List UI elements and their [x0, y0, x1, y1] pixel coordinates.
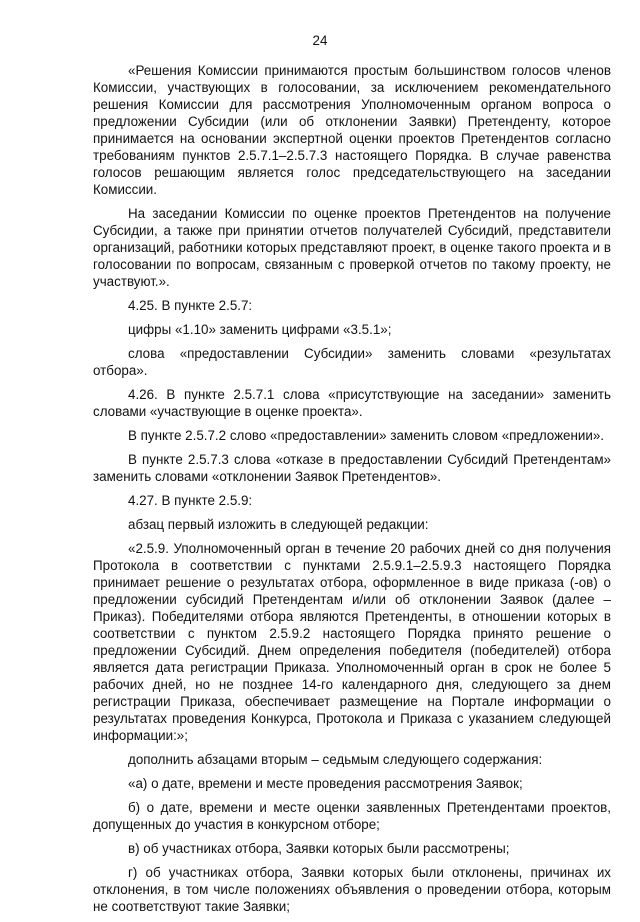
- paragraph-2-5-9: «2.5.9. Уполномоченный орган в течение 20 рабочих дней со дня получения Протокола в соответствии с пунктами 2.5.9.1–2.5.9.3 настоящего Порядка принимает решение о результатах отбора, оформленное в виде приказа (-ов) о предложении субсидий Претендентам и/или об отклонении Заявок (далее – Приказ). Победителями отбора являются Претенденты, в отношении которых в соответствии с пунктом 2.5.9.2 настоящего Порядка принято решение о предложении Субсидий. Днем определения победителя (победителей) отбора является дата регистрации Приказа. Уполномоченный орган в срок не более 5 рабочих дней, но не позднее 14-го календарного дня, следующего за днем регистрации Приказа, обеспечивает размещение на Портале информации о результатах проведения Конкурса, Протокола и Приказа с указанием следующей информации:»;: [93, 541, 611, 743]
- paragraph-supplement: дополнить абзацами вторым – седьмым следующего содержания:: [128, 752, 543, 767]
- list-item-g: г) об участниках отбора, Заявки которых были отклонены, причинах их отклонения, в том числе положениях объявления о проведении отбора, которым не соответствуют такие Заявки;: [93, 865, 611, 914]
- paragraph-first-abzac: абзац первый изложить в следующей редакции:: [128, 517, 429, 532]
- paragraph-4-26: 4.26. В пункте 2.5.7.1 слова «присутствующие на заседании» заменить словами «участвующие в оценке проекта».: [93, 387, 611, 419]
- document-body: [93, 62, 611, 922]
- paragraph-4-27: 4.27. В пункте 2.5.9:: [128, 493, 253, 508]
- list-item-b: б) о дате, времени и месте оценки заявленных Претендентами проектов, допущенных до участия в конкурсном отборе;: [93, 800, 611, 832]
- paragraph-4-25: 4.25. В пункте 2.5.7:: [128, 298, 253, 313]
- list-item-a: «а) о дате, времени и месте проведения рассмотрения Заявок;: [128, 776, 523, 791]
- list-item-v: в) об участниках отбора, Заявки которых были рассмотрены;: [128, 841, 510, 856]
- paragraph-2-5-7-3: В пункте 2.5.7.3 слова «отказе в предоставлении Субсидий Претендентам» заменить словами «отклонении Заявок Претендентов».: [93, 452, 611, 484]
- paragraph-4-25-digits: цифры «1.10» заменить цифрами «3.5.1»;: [128, 322, 392, 337]
- paragraph-2-5-7-2: В пункте 2.5.7.2 слово «предоставлении» заменить словом «предложении».: [128, 428, 605, 443]
- page-number: 24: [312, 33, 328, 48]
- paragraph-commission-decisions: «Решения Комиссии принимаются простым большинством голосов членов Комиссии, участвующих в голосовании, за исключением рекомендательного решения Комиссии для рассмотрения Уполномоченным органом вопроса о предложении Субсидии (или об отклонении Заявки) Претенденту, которое принимается на основании экспертной оценки проектов Претендентов согласно требованиям пунктов 2.5.7.1–2.5.7.3 настоящего Порядка. В случае равенства голосов решающим является голос председательствующего на заседании Комиссии.: [93, 63, 611, 197]
- paragraph-4-25-words: слова «предоставлении Субсидии» заменить словами «результатах отбора».: [93, 346, 611, 378]
- paragraph-commission-meeting: На заседании Комиссии по оценке проектов Претендентов на получение Субсидии, а также при принятии отчетов получателей Субсидий, представители организаций, работники которых представляют проект, в оценке такого проекта и в голосовании по вопросам, связанным с проверкой отчетов по такому проекту, не участвуют.».: [93, 206, 611, 289]
